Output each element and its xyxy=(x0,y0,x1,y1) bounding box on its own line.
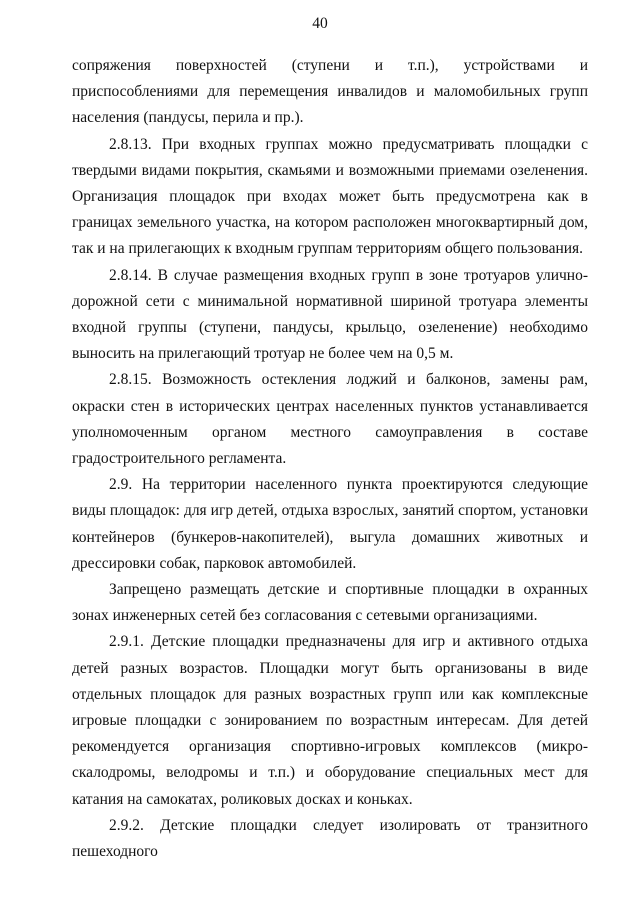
paragraph-continuation: сопряжения поверхностей (ступени и т.п.), устройствами и приспособлениями для перемещения инвалидов и маломобильных групп населения (пандусы, перила и пр.). xyxy=(72,57,588,127)
paragraph-2-8-15: 2.8.15. Возможность остекления лоджий и балконов, замены рам, окраски стен в исторических центрах населенных пунктов устанавливается уполномоченным органом местного самоуправления в составе градостроительного регламента. xyxy=(72,371,588,468)
paragraph-2-9: 2.9. На территории населенного пункта проектируются следующие виды площадок: для игр детей, отдыха взрослых, занятий спортом, установки контейнеров (бункеров-накопителей), выгула домашних животных и дрессировки собак, парковок автомобилей. xyxy=(72,476,588,572)
paragraph-2-8-14: 2.8.14. В случае размещения входных групп в зоне тротуаров улично-дорожной сети с минимальной нормативной шириной тротуара элементы входной группы (ступени, пандусы, крыльцо, озеленение) необходимо выносить на прилегающий тротуар не более чем на 0,5 м. xyxy=(72,266,588,363)
page-number: 40 xyxy=(312,15,328,32)
document-body xyxy=(72,53,588,865)
paragraph-2-8-13: 2.8.13. При входных группах можно предусматривать площадки с твердыми видами покрытия, скамьями и возможными приемами озеленения. Организация площадок при входах может быть предусмотрена как в границах земельного участка, на котором расположен многоквартирный дом, так и на прилегающих к входным группам территориям общего пользования. xyxy=(72,135,588,258)
paragraph-2-9-2: 2.9.2. Детские площадки следует изолировать от транзитного пешеходного xyxy=(72,816,588,861)
paragraph-2-9-1: 2.9.1. Детские площадки предназначены для игр и активного отдыха детей разных возрастов. Площадки могут быть организованы в виде отдельных площадок для разных возрастных групп или как комплексные игровые площадки с зонированием по возрастным интересам. Для детей рекомендуется организация спортивно-игровых комплексов (микро-скалодромы, велодромы и т.п.) и оборудование специальных мест для катания на самокатах, роликовых досках и коньках. xyxy=(72,633,588,808)
paragraph-prohibition: Запрещено размещать детские и спортивные площадки в охранных зонах инженерных сетей без согласования с сетевыми организациями. xyxy=(72,581,588,625)
